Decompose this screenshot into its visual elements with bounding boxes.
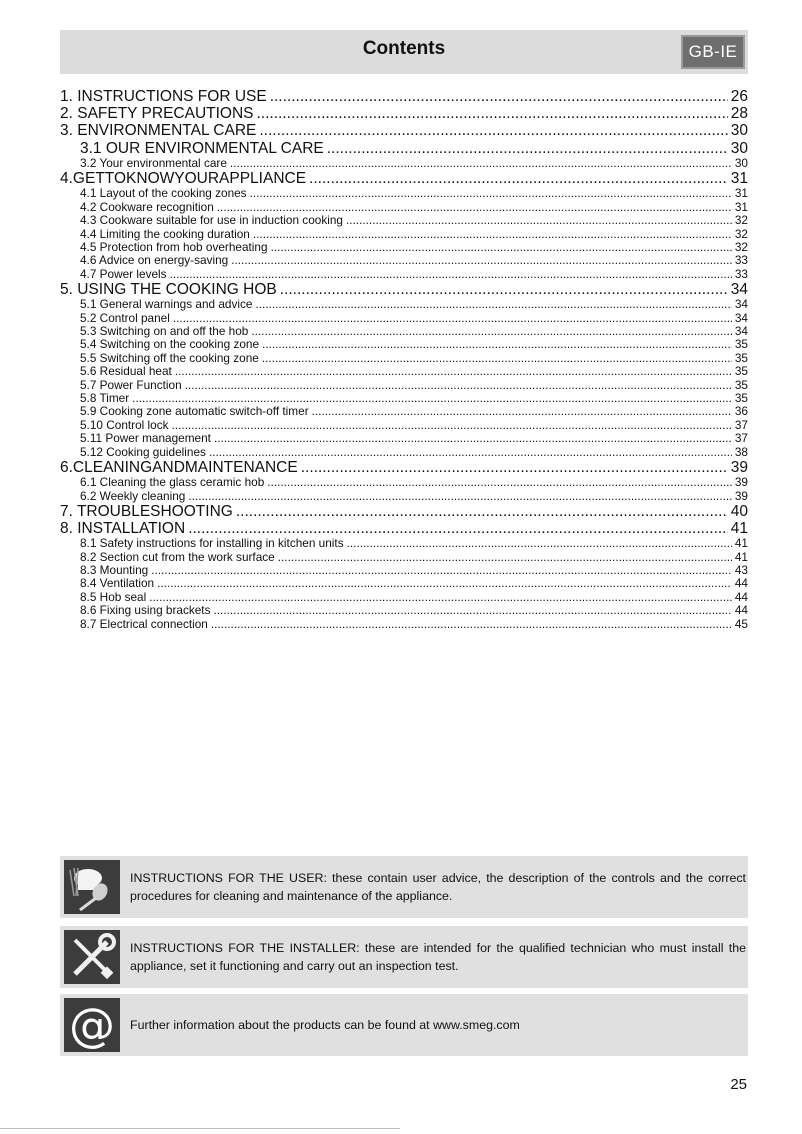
toc-entry-title: 5.6 Residual heat: [80, 365, 172, 379]
toc-entry-title: 1. INSTRUCTIONS FOR USE: [60, 88, 267, 105]
toc-leader-dots: [262, 338, 732, 351]
toc-leader-dots: [267, 476, 732, 489]
toc-entry-page: 35: [734, 351, 748, 365]
toc-leader-dots: [347, 537, 732, 550]
toc-entry: [60, 432, 748, 445]
toc-entry-title: 2. SAFETY PRECAUTIONS: [60, 105, 254, 123]
toc-entry-title: 8.3 Mounting: [80, 564, 149, 578]
toc-entry-page: 36: [734, 405, 748, 419]
toc-leader-dots: [253, 228, 732, 241]
toc-entry: [60, 537, 748, 550]
toc-entry: [60, 122, 748, 139]
toc-leader-dots: [231, 254, 732, 267]
toc-entry: [60, 201, 748, 214]
toc-entry-page: 43: [734, 564, 748, 578]
toc-entry-title: 8.7 Electrical connection: [80, 617, 208, 631]
toc-entry-title: 8.2 Section cut from the work surface: [80, 550, 275, 564]
bottom-rule: [0, 1128, 400, 1129]
toc-entry-title: 4.2 Cookware recognition: [80, 200, 214, 214]
toc-entry-title: 8.6 Fixing using brackets: [80, 604, 211, 618]
toc-entry: [60, 577, 748, 590]
toc-entry: [60, 564, 748, 577]
toc-leader-dots: [151, 564, 732, 577]
toc-leader-dots: [188, 520, 728, 537]
table-of-contents: [60, 88, 748, 631]
toc-leader-dots: [255, 298, 731, 311]
toc-entry-page: 34: [730, 281, 748, 299]
toc-entry: [60, 405, 748, 418]
user-instructions-panel: [60, 856, 748, 918]
toc-entry-page: 39: [734, 489, 748, 503]
toc-entry-title: 4.1 Layout of the cooking zones: [80, 187, 247, 201]
toc-leader-dots: [280, 281, 728, 298]
user-instructions-text: INSTRUCTIONS FOR THE USER: these contain user advice, the description of the controls and the correct procedures for cleaning and maintenance of the appliance.: [130, 871, 746, 903]
page-number: 25: [730, 1076, 747, 1093]
toc-leader-dots: [188, 490, 732, 503]
toc-entry-title: 3.1 OUR ENVIRONMENTAL CARE: [80, 139, 324, 157]
toc-leader-dots: [346, 214, 732, 227]
toc-entry-page: 34: [734, 298, 748, 312]
toc-entry: [60, 446, 748, 459]
toc-entry-title: 5.12 Cooking guidelines: [80, 445, 206, 459]
toc-entry: [60, 241, 748, 254]
toc-leader-dots: [251, 325, 732, 338]
toc-entry-title: 5. USING THE COOKING HOB: [60, 281, 277, 299]
toc-entry-page: 33: [734, 267, 748, 281]
toc-entry: [60, 392, 748, 405]
toc-entry-title: 3.2 Your environmental care: [80, 156, 227, 170]
toc-entry-page: 31: [734, 200, 748, 214]
toc-entry: [60, 170, 748, 187]
toc-leader-dots: [132, 392, 732, 405]
toc-entry: [60, 214, 748, 227]
installer-instructions-text: INSTRUCTIONS FOR THE INSTALLER: these are intended for the qualified technician who must install the appliance, set it functioning and carry out an inspection test.: [130, 941, 746, 973]
toc-entry-title: 8.4 Ventilation: [80, 577, 155, 591]
toc-leader-dots: [217, 201, 732, 214]
toc-entry-page: 44: [734, 590, 748, 604]
toc-entry-page: 41: [734, 550, 748, 564]
toc-entry-title: 8. INSTALLATION: [60, 520, 186, 538]
toc-entry-page: 37: [734, 418, 748, 432]
toc-entry: [60, 352, 748, 365]
toc-leader-dots: [301, 459, 728, 476]
toc-entry: [60, 325, 748, 338]
toc-entry: [60, 140, 748, 157]
toc-leader-dots: [214, 604, 732, 617]
toc-leader-dots: [236, 503, 728, 520]
toc-entry-page: 34: [734, 311, 748, 325]
toc-leader-dots: [214, 432, 732, 445]
page-title: Contents: [362, 38, 446, 59]
toc-entry: [60, 187, 748, 200]
toc-entry: [60, 490, 748, 503]
toc-entry-page: 34: [734, 325, 748, 339]
toc-entry-title: 4.5 Protection from hob overheating: [80, 240, 268, 254]
toc-entry: [60, 312, 748, 325]
toc-leader-dots: [259, 122, 727, 139]
toc-entry: [60, 157, 748, 170]
toc-entry-title: 5.10 Control lock: [80, 418, 169, 432]
toc-entry-page: 37: [734, 432, 748, 446]
installer-instructions-panel: [60, 926, 748, 988]
toc-leader-dots: [172, 419, 732, 432]
toc-entry-title: 5.5 Switching off the cooking zone: [80, 351, 259, 365]
toc-entry: [60, 228, 748, 241]
toc-entry-page: 41: [734, 537, 748, 551]
toc-entry-title: 5.11 Power management: [80, 432, 211, 446]
toc-entry-page: 30: [730, 139, 748, 157]
toc-entry-page: 31: [734, 187, 748, 201]
toc-entry-title: 5.1 General warnings and advice: [80, 298, 253, 312]
toc-entry: [60, 520, 748, 537]
toc-entry-page: 30: [734, 156, 748, 170]
toc-entry-page: 39: [730, 458, 748, 476]
toc-entry: [60, 88, 748, 105]
toc-entry: [60, 105, 748, 122]
toc-entry-page: 40: [730, 502, 748, 520]
toc-entry-page: 44: [734, 604, 748, 618]
toc-entry-page: 45: [734, 617, 748, 631]
toc-entry-page: 39: [734, 476, 748, 490]
toc-entry-title: 7. TROUBLESHOOTING: [60, 502, 233, 520]
tools-icon: [64, 930, 120, 984]
toc-entry-page: 35: [734, 391, 748, 405]
toc-entry-title: 4.4 Limiting the cooking duration: [80, 227, 250, 241]
toc-entry: [60, 379, 748, 392]
chef-utensils-icon: [64, 860, 120, 914]
toc-entry-page: 26: [730, 88, 748, 105]
toc-entry-page: 32: [734, 214, 748, 228]
toc-entry: [60, 476, 748, 489]
toc-entry-title: 5.9 Cooking zone automatic switch-off timer: [80, 405, 309, 419]
toc-entry-title: 8.1 Safety instructions for installing in kitchen units: [80, 537, 344, 551]
toc-entry-title: 5.7 Power Function: [80, 378, 182, 392]
toc-leader-dots: [149, 591, 732, 604]
toc-entry-title: 5.8 Timer: [80, 391, 130, 405]
toc-entry-page: 44: [734, 577, 748, 591]
toc-leader-dots: [262, 352, 732, 365]
toc-entry-title: 5.2 Control panel: [80, 311, 170, 325]
toc-entry: [60, 338, 748, 351]
toc-leader-dots: [270, 88, 728, 105]
toc-leader-dots: [170, 268, 732, 281]
contents-header: [60, 30, 748, 74]
toc-entry-page: 32: [734, 227, 748, 241]
toc-leader-dots: [230, 157, 732, 170]
toc-entry-page: 35: [734, 378, 748, 392]
toc-entry-title: 4.3 Cookware suitable for use in induction cooking: [80, 214, 343, 228]
toc-leader-dots: [309, 170, 728, 187]
toc-entry: [60, 365, 748, 378]
toc-entry-page: 35: [734, 365, 748, 379]
toc-entry: [60, 503, 748, 520]
toc-leader-dots: [173, 312, 732, 325]
toc-entry-title: 5.4 Switching on the cooking zone: [80, 338, 260, 352]
toc-entry-page: 31: [730, 170, 748, 188]
toc-entry-page: 30: [730, 122, 748, 140]
toc-leader-dots: [312, 405, 732, 418]
toc-entry-page: 32: [734, 240, 748, 254]
toc-entry: [60, 618, 748, 631]
toc-leader-dots: [257, 105, 728, 122]
toc-leader-dots: [211, 618, 732, 631]
toc-leader-dots: [327, 140, 728, 157]
toc-entry-title: 6.2 Weekly cleaning: [80, 489, 186, 503]
info-text: Further information about the products can be found at www.smeg.com: [130, 1018, 520, 1032]
toc-leader-dots: [175, 365, 732, 378]
toc-entry: [60, 419, 748, 432]
toc-leader-dots: [185, 379, 732, 392]
toc-entry: [60, 551, 748, 564]
toc-leader-dots: [209, 446, 732, 459]
toc-leader-dots: [278, 551, 732, 564]
toc-entry: [60, 591, 748, 604]
toc-leader-dots: [271, 241, 732, 254]
toc-entry-title: 3. ENVIRONMENTAL CARE: [60, 122, 257, 140]
toc-entry: [60, 281, 748, 298]
toc-entry-title: 4.GETTOKNOWYOURAPPLIANCE: [60, 170, 307, 188]
toc-entry: [60, 254, 748, 267]
toc-entry-title: 4.6 Advice on energy-saving: [80, 254, 229, 268]
toc-leader-dots: [157, 577, 732, 590]
toc-entry-page: 35: [734, 338, 748, 352]
toc-entry-page: 38: [734, 445, 748, 459]
toc-leader-dots: [250, 187, 732, 200]
toc-entry-page: 28: [730, 105, 748, 123]
toc-entry: [60, 604, 748, 617]
toc-entry: [60, 268, 748, 281]
toc-entry-page: 33: [734, 254, 748, 268]
info-panel: [60, 994, 748, 1056]
toc-entry-title: 4.7 Power levels: [80, 267, 167, 281]
toc-entry: [60, 459, 748, 476]
toc-entry-title: 6.1 Cleaning the glass ceramic hob: [80, 476, 265, 490]
toc-entry-title: 6.CLEANINGANDMAINTENANCE: [60, 458, 298, 476]
toc-entry-title: 8.5 Hob seal: [80, 590, 147, 604]
toc-entry-title: 5.3 Switching on and off the hob: [80, 325, 249, 339]
toc-entry-page: 41: [730, 520, 748, 538]
language-badge: GB-IE: [681, 35, 745, 69]
at-sign-icon: @: [64, 998, 120, 1052]
toc-entry: [60, 298, 748, 311]
